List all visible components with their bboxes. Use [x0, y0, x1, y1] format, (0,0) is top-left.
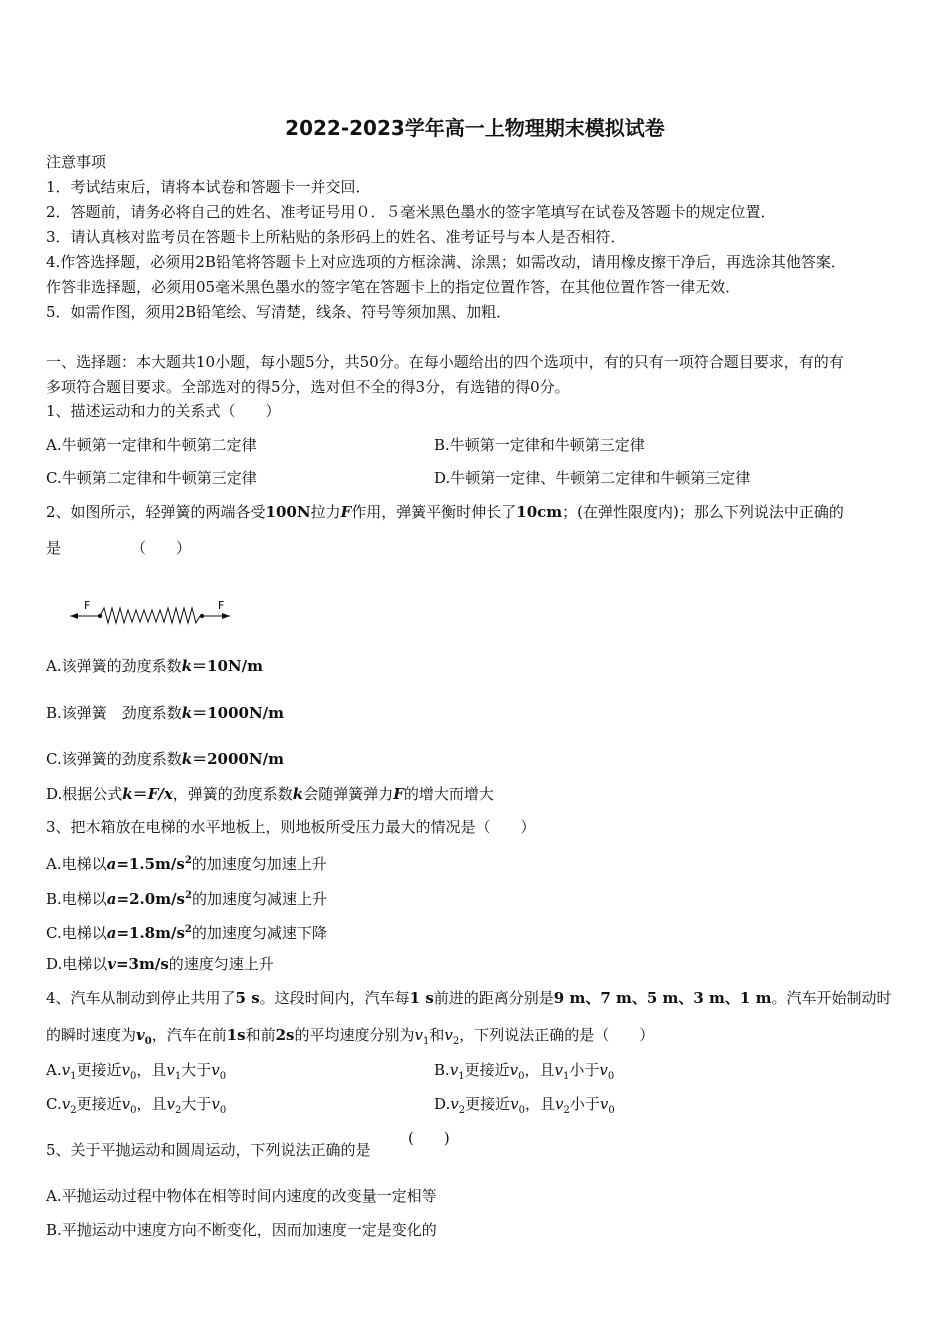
q1-option-a: A.牛顿第一定律和牛顿第二定律 — [46, 436, 257, 454]
q4-value: 9 m、7 m、5 m、3 m、1 m — [553, 989, 772, 1007]
q2-stem — [46, 502, 844, 522]
q2-option-text: ，弹簧的劲度系数 — [172, 785, 293, 803]
q4-subscript: 0 — [219, 1105, 227, 1116]
q4-option-letter: A. — [46, 1061, 62, 1079]
q4-stem-line1 — [46, 988, 891, 1008]
q2-option-value: ＝1000N/m — [192, 704, 285, 722]
q4-value: 1 s — [409, 989, 434, 1007]
q4-option-letter: D. — [434, 1095, 451, 1113]
q2-k-symbol: k — [292, 785, 304, 803]
exam-title: 2022-2023学年高一上物理期末模拟试卷 — [285, 116, 665, 140]
q4-v-symbol: v — [449, 1061, 459, 1079]
q3-symbol: a — [106, 890, 117, 908]
q4-text: ，下列说法正确的是（ ） — [459, 1026, 655, 1044]
q5-option-b: B.平抛运动中速度方向不断变化，因而加速度一定是变化的 — [46, 1221, 437, 1239]
q4-option-d — [434, 1094, 615, 1121]
notice-item-4b: 作答非选择题，必须用05毫米黑色墨水的签字笔在答题卡上的指定位置作答，在其他位置作答一律无效． — [46, 278, 741, 296]
q4-text: ，且 — [136, 1095, 167, 1113]
notice-item-2: 2．答题前，请务必将自己的姓名、准考证号用０．５毫米黑色墨水的签字笔填写在试卷及答题卡的规定位置． — [46, 203, 776, 221]
q3-option-b — [46, 886, 327, 909]
q3-option-text: 的速度匀速上升 — [168, 955, 274, 973]
q3-option-text: B.电梯以 — [46, 890, 107, 908]
q4-text: ，且 — [525, 1095, 556, 1113]
spring-coil — [100, 608, 200, 623]
q2-option-text: 的增大而增大 — [403, 785, 494, 803]
q3-option-d — [46, 954, 274, 974]
q2-answer-paren: （ ） — [131, 539, 192, 557]
q3-option-c — [46, 920, 327, 943]
q4-value: 5 s — [235, 989, 260, 1007]
notice-heading: 注意事项 — [46, 153, 107, 171]
q4-subscript: 2 — [70, 1105, 77, 1116]
q4-text: ，且 — [136, 1061, 167, 1079]
q4-subscript: 1 — [458, 1071, 465, 1082]
left-force-label: F — [84, 599, 91, 612]
q2-k-symbol: k — [181, 704, 193, 722]
q2-option-a — [46, 656, 263, 676]
q3-option-text: 的加速度匀减速上升 — [191, 890, 327, 908]
q4-text: 和 — [429, 1026, 445, 1044]
q4-text: 的瞬时速度为 — [46, 1026, 137, 1044]
q4-v-symbol: v — [450, 1095, 459, 1113]
spring-figure — [66, 596, 236, 630]
q2-k-symbol: k — [181, 750, 193, 768]
q2-option-value: ＝10N/m — [192, 657, 263, 675]
q4-value: 2s — [275, 1026, 295, 1044]
q4-subscript: 1 — [563, 1071, 570, 1082]
q4-subscript: 1 — [174, 1071, 182, 1082]
q4-v-symbol: v — [121, 1061, 130, 1079]
q2-option-value: ＝2000N/m — [192, 750, 284, 768]
q4-stem-line2 — [46, 1025, 654, 1052]
section-instructions-2: 多项符合题目要求。全部选对的得5分，选对但不全的得3分，有选错的得0分。 — [46, 378, 570, 396]
q2-stem-text: 作用，弹簧平衡时伸长了 — [351, 503, 517, 521]
q3-value: =2.0m/s — [116, 890, 185, 908]
q2-option-text: 会随弹簧弹力 — [303, 785, 394, 803]
q3-exponent: 2 — [185, 890, 192, 901]
q4-v-symbol: v — [510, 1095, 519, 1113]
q2-option-c — [46, 749, 284, 769]
q4-text: 大于 — [181, 1095, 212, 1113]
q4-v-symbol: v — [555, 1095, 564, 1113]
q4-subscript: 2 — [458, 1105, 466, 1116]
notice-item-3: 3．请认真核对监考员在答题卡上所粘贴的条形码上的姓名、准考证号与本人是否相符． — [46, 228, 626, 246]
q2-option-text: C.该弹簧的劲度系数 — [46, 750, 182, 768]
q4-subscript: 0 — [219, 1071, 227, 1082]
q2-option-b — [46, 703, 284, 723]
q5-option-a: A.平抛运动过程中物体在相等时间内速度的改变量一定相等 — [46, 1187, 437, 1205]
q4-subscript: 1 — [70, 1071, 77, 1082]
q4-subscript: 0 — [518, 1071, 525, 1082]
q4-text: ，且 — [524, 1061, 555, 1079]
q2-stem-text: 是 — [46, 539, 62, 557]
q4-v-symbol: v — [599, 1095, 609, 1113]
q4-subscript: 0 — [608, 1105, 615, 1116]
q4-text: ，汽车在前 — [151, 1026, 227, 1044]
q4-text: 小于 — [569, 1061, 600, 1079]
q3-stem: 3、把木箱放在电梯的水平地板上，则地板所受压力最大的情况是（ ） — [46, 818, 536, 836]
q4-v-symbol: v — [211, 1061, 220, 1079]
q3-value: =1.8m/s — [116, 924, 185, 942]
q4-subscript: 0 — [144, 1036, 152, 1047]
q4-text: 更接近 — [465, 1095, 511, 1113]
q4-v-symbol: v — [211, 1095, 220, 1113]
q4-option-a — [46, 1060, 226, 1087]
q4-value: 1s — [226, 1026, 246, 1044]
q2-stem-text: 2、如图所示，轻弹簧的两端各受 — [46, 503, 266, 521]
q3-symbol: a — [106, 855, 117, 873]
q3-value: =1.5m/s — [116, 855, 185, 873]
notice-item-1: 1．考试结束后，请将本试卷和答题卡一并交回． — [46, 178, 371, 196]
q2-extension-value: 10cm — [516, 503, 563, 521]
q4-subscript: 0 — [130, 1105, 137, 1116]
q4-v-symbol: v — [136, 1026, 145, 1044]
q4-v-symbol: v — [444, 1026, 453, 1044]
q4-subscript: 2 — [563, 1105, 570, 1116]
q4-option-c — [46, 1094, 226, 1121]
left-force-arrowhead — [70, 613, 78, 619]
notice-item-4: 4.作答选择题，必须用2B铅笔将答题卡上对应选项的方框涂满、涂黑；如需改动，请用橡皮擦干净后，再选涂其他答案． — [46, 253, 846, 271]
q4-text: 。这段时间内，汽车每 — [259, 989, 410, 1007]
q5-stem: 5、关于平抛运动和圆周运动，下列说法正确的是 — [46, 1141, 371, 1159]
q4-text: 和前 — [245, 1026, 276, 1044]
q2-option-text: A.该弹簧的劲度系数 — [46, 657, 182, 675]
q2-option-text: D.根据公式 — [46, 785, 123, 803]
q4-text: 。汽车开始制动时 — [771, 989, 892, 1007]
q4-v-symbol: v — [61, 1061, 71, 1079]
q4-option-letter: C. — [46, 1095, 62, 1113]
q2-option-d — [46, 784, 494, 804]
q4-text: 前进的距离分别是 — [433, 989, 554, 1007]
q2-option-text: B.该弹簧 劲度系数 — [46, 704, 182, 722]
section-instructions-1: 一、选择题：本大题共10小题，每小题5分，共50分。在每小题给出的四个选项中，有的只有一项符合题目要求，有的有 — [46, 353, 844, 371]
q4-subscript: 0 — [607, 1071, 615, 1082]
right-force-label: F — [218, 599, 225, 612]
q1-option-c: C.牛顿第二定律和牛顿第三定律 — [46, 469, 257, 487]
q3-exponent: 2 — [184, 924, 192, 935]
q2-formula: F/x — [147, 785, 173, 803]
q4-option-b — [434, 1060, 614, 1087]
q3-exponent: 2 — [184, 855, 192, 866]
q4-text: 更接近 — [76, 1095, 122, 1113]
q4-v-symbol: v — [61, 1095, 71, 1113]
q4-subscript: 1 — [423, 1036, 430, 1047]
q5-answer-paren: ( ) — [408, 1129, 450, 1147]
q4-v-symbol: v — [121, 1095, 131, 1113]
q4-text: 更接近 — [76, 1061, 122, 1079]
q2-force-symbol: F — [340, 503, 352, 521]
q3-option-a — [46, 851, 327, 874]
right-force-arrowhead — [222, 613, 230, 619]
q4-v-symbol: v — [166, 1095, 175, 1113]
q4-text: 更接近 — [464, 1061, 510, 1079]
q2-stem-text: ；(在弹性限度内)；那么下列说法中正确的 — [562, 503, 844, 521]
q1-option-d: D.牛顿第一定律、牛顿第二定律和牛顿第三定律 — [434, 469, 751, 487]
q2-stem-end — [46, 538, 191, 558]
q3-option-text: D.电梯以 — [46, 955, 108, 973]
q3-option-text: 的加速度匀减速下降 — [191, 924, 327, 942]
q3-value: =3m/s — [115, 955, 169, 973]
q3-symbol: v — [107, 955, 116, 973]
q3-option-text: C.电梯以 — [46, 924, 107, 942]
q2-k-symbol: k — [122, 785, 133, 803]
q4-v-symbol: v — [166, 1061, 175, 1079]
q4-v-symbol: v — [509, 1061, 519, 1079]
q4-option-letter: B. — [434, 1061, 450, 1079]
q4-v-symbol: v — [554, 1061, 564, 1079]
q4-text: 大于 — [181, 1061, 212, 1079]
q2-force-value: 100N — [265, 503, 311, 521]
q2-equals: ＝ — [132, 785, 148, 803]
q3-option-text: A.电梯以 — [46, 855, 107, 873]
q2-force-symbol: F — [393, 785, 404, 803]
q4-text: 小于 — [569, 1095, 600, 1113]
q4-subscript: 0 — [518, 1105, 525, 1116]
q4-text: 4、汽车从制动到停止共用了 — [46, 989, 236, 1007]
q4-subscript: 2 — [174, 1105, 182, 1116]
q1-stem: 1、描述运动和力的关系式（ ） — [46, 402, 281, 420]
q2-stem-text: 拉力 — [310, 503, 341, 521]
q4-subscript: 2 — [452, 1036, 460, 1047]
q4-v-symbol: v — [599, 1061, 608, 1079]
q1-option-b: B.牛顿第一定律和牛顿第三定律 — [434, 436, 645, 454]
q4-subscript: 0 — [129, 1071, 137, 1082]
notice-item-5: 5．如需作图，须用2B铅笔绘、写清楚，线条、符号等须加黑、加粗． — [46, 303, 512, 321]
q2-k-symbol: k — [181, 657, 193, 675]
q4-v-symbol: v — [414, 1026, 424, 1044]
q3-option-text: 的加速度匀加速上升 — [191, 855, 327, 873]
q4-text: 的平均速度分别为 — [294, 1026, 415, 1044]
q3-symbol: a — [106, 924, 117, 942]
